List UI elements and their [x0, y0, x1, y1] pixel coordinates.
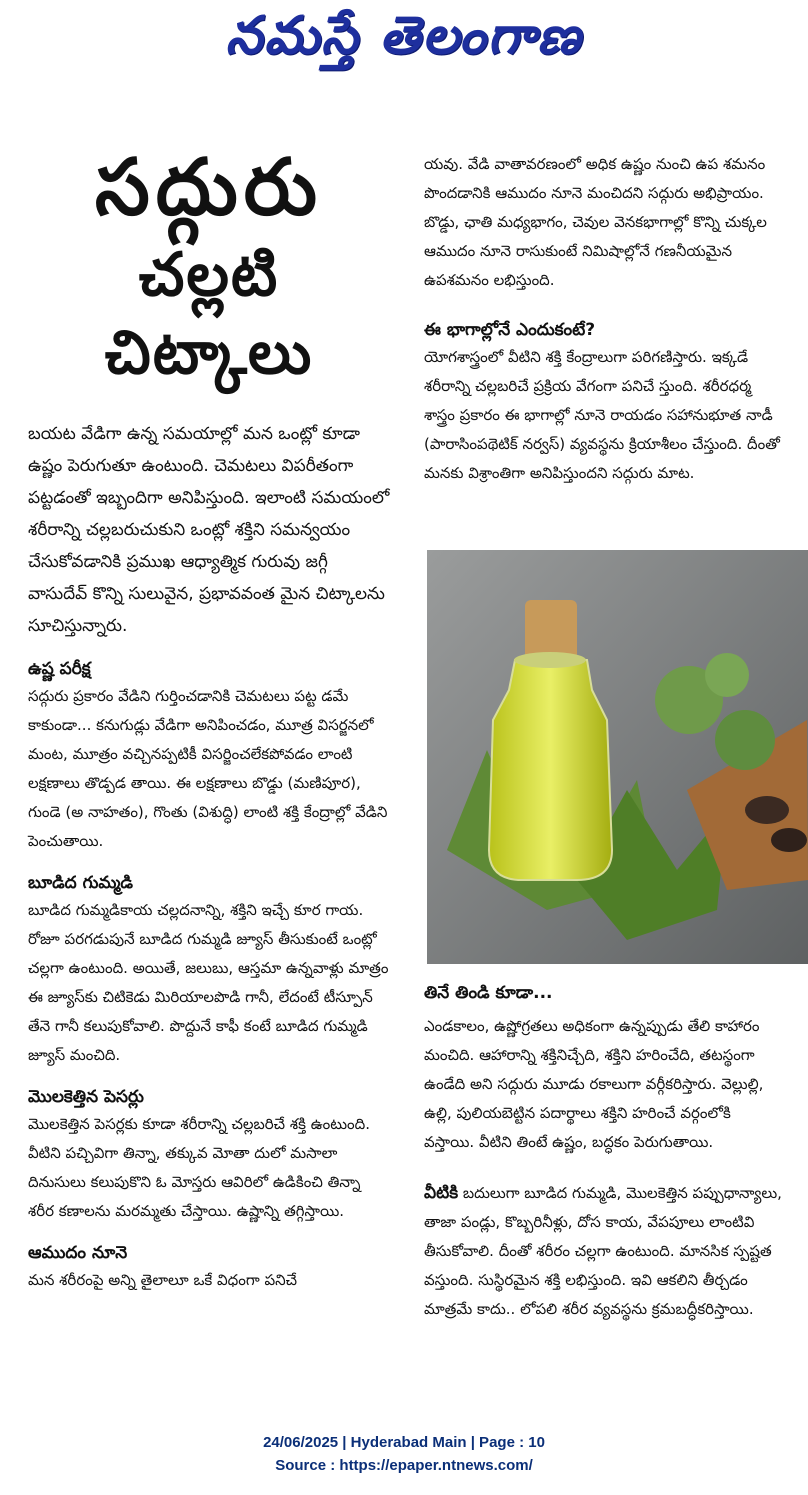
section-body: బూడిద గుమ్మడికాయ చల్లదనాన్ని, శక్తిని ఇచ్చే కూర గాయ. రోజూ పరగడుపునే బూడిద గుమ్మడి జ్యూస్ తీసుకుంటే ఒంట్లో చల్లగా ఉంటుంది. అయితే, జలుబు, ఆస్తమా ఉన్నవాళ్లు మాత్రం ఈ జ్యూస్‌కు చిటికెడు మిరియాలపొడి గానీ, లేదంటే టీస్పూన్ తేనె గానీ కలుపుకోవాలి. పొద్దునే కాఫీ కంటే బూడిద గుమ్మడి జ్యూస్ మంచిది. [28, 901, 389, 1064]
closing-body: బదులుగా బూడిద గుమ్మడి, మొలకెత్తిన పప్పుధాన్యాలు, తాజా పండ్లు, కొబ్బరినీళ్లు, దోస కాయ, వేపపూలు లాంటివి తీసుకోవాలి. దీంతో శరీరం చల్లగా ఉంటుంది. మానసిక స్పష్టత వస్తుంది. సుస్థిరమైన శక్తి లభిస్తుంది. ఇవి ఆకలిని తీర్చడం మాత్రమే కాదు.. లోపలి శరీర వ్యవస్థను క్రమబద్ధీకరిస్తాయి. [424, 1184, 782, 1318]
section-why-these-parts [424, 317, 784, 488]
section-heading: ఆముదం నూనె [28, 1243, 128, 1263]
closing-lead-word: వీటికి [424, 1183, 459, 1203]
closing-paragraph [424, 1179, 784, 1324]
castor-oil-photo [427, 550, 808, 964]
headline-line-2: చల్లటి చిట్కాలు [104, 240, 314, 388]
section-heat-test [28, 656, 390, 856]
masthead-title: నమస్తే తెలంగాణ [225, 5, 583, 66]
section-body: ఎండకాలం, ఉష్ణోగ్రతలు అధికంగా ఉన్నప్పుడు తేలి కాహారం మంచిది. ఆహారాన్ని శక్తినిచ్చేది, శక్తిని హరించేది, తటస్థంగా ఉండేది అని సద్గురు మూడు రకాలుగా వర్గీకరిస్తారు. వెల్లుల్లి, ఉల్లి, పులియబెట్టిన పదార్థాలు శక్తిని హరించే వర్గంలోకి వస్తాయి. వీటిని తింటే ఉష్ణం, బద్ధకం పెరుగుతాయి. [424, 1017, 764, 1151]
section-heading: ఉష్ణ పరీక్ష [28, 659, 91, 679]
section-heading: ఈ భాగాల్లోనే ఎందుకంటే? [424, 320, 596, 340]
castor-oil-illustration [427, 550, 808, 964]
section-sprouts [28, 1084, 390, 1226]
footer-date-edition: 24/06/2025 | Hyderabad Main | Page : 10 [263, 1434, 545, 1451]
section-body: మొలకెత్తిన పెసర్లకు కూడా శరీరాన్ని చల్లబరిచే శక్తి ఉంటుంది. వీటిని పచ్చివిగా తిన్నా, తక్కువ మోతా దులో మసాలా దినుసులు కలుపుకొని ఓ మోస్తరు ఆవిరిలో ఉడికించి తిన్నా శరీర కణాలను మరమ్మతు చేస్తాయి. ఉష్ణాన్ని తగ్గిస్తాయి. [28, 1115, 371, 1220]
left-column [28, 140, 390, 1295]
section-ash-gourd [28, 870, 390, 1070]
masthead [0, 0, 808, 84]
section-castor-oil [28, 1240, 390, 1295]
continued-paragraph: యవు. వేడి వాతావరణంలో అధిక ఉష్ణం నుంచి ఉప శమనం పొందడానికి ఆముదం నూనె మంచిదని సద్గురు అభిప్రాయం. బొడ్డు, ఛాతి మధ్యభాగం, చెవుల వెనకభాగాల్లో కొన్ని చుక్కల ఆముదం నూనె రాసుకుంటే నిమిషాల్లోనే గణనీయమైన ఉపశమనం లభిస్తుంది. [424, 155, 767, 289]
section-food [424, 980, 784, 1157]
right-column-bottom [424, 980, 784, 1324]
section-heading: తినే తిండి కూడా... [424, 983, 553, 1003]
footer-source-link[interactable]: Source : https://epaper.ntnews.com/ [275, 1457, 533, 1474]
section-heading: మొలకెత్తిన పెసర్లు [28, 1087, 144, 1107]
section-body: యోగశాస్త్రంలో వీటిని శక్తి కేంద్రాలుగా పరిగణిస్తారు. ఇక్కడే శరీరాన్ని చల్లబరిచే ప్రక్రియ వేగంగా పనిచే స్తుంది. శరీరధర్మ శాస్త్రం ప్రకారం ఈ భాగాల్లో నూనె రాయడం సహానుభూత నాడీ (పారాసింపథెటిక్ నర్వస్) వ్యవస్థను క్రియాశీలం చేస్తుంది. దీంతో మనకు విశ్రాంతిగా అనిపిస్తుందని సద్గురు మాట. [424, 348, 780, 482]
right-column-top [424, 150, 784, 488]
section-body: సద్గురు ప్రకారం వేడిని గుర్తించడానికి చెమటలు పట్ట డమే కాకుండా... కనుగుడ్లు వేడిగా అనిపించడం, మూత్ర విసర్జనలో మంట, మూత్రం వచ్చినప్పటికీ విసర్జించలేకపోవడం లాంటి లక్షణాలు తొడ్పడ తాయి. ఈ లక్షణాలు బొడ్డు (మణిపూర), గుండె (అ నాహతం), గొంతు (విశుద్ధి) లాంటి శక్తి కేంద్రాల్లో వేడిని పెంచుతాయి. [28, 687, 388, 850]
section-heading: బూడిద గుమ్మడి [28, 873, 133, 893]
section-body: మన శరీరంపై అన్ని తైలాలూ ఒకే విధంగా పనిచే [28, 1271, 298, 1289]
lead-paragraph: బయట వేడిగా ఉన్న సమయాల్లో మన ఒంట్లో కూడా ఉష్ణం పెరుగుతూ ఉంటుంది. చెమటలు విపరీతంగా పట్టడంతో ఇబ్బందిగా అనిపిస్తుంది. ఇలాంటి సమయంలో శరీరాన్ని చల్లబరుచుకుని ఒంట్లో శక్తిని సమన్వయం చేసుకోవడానికి ప్రముఖ ఆధ్యాత్మిక గురువు జగ్గీ వాసుదేవ్ కొన్ని సులువైన, ప్రభావవంత మైన చిట్కాలను సూచిస్తున్నారు. [28, 424, 390, 636]
headline-line-1: సద్గురు [94, 143, 324, 233]
